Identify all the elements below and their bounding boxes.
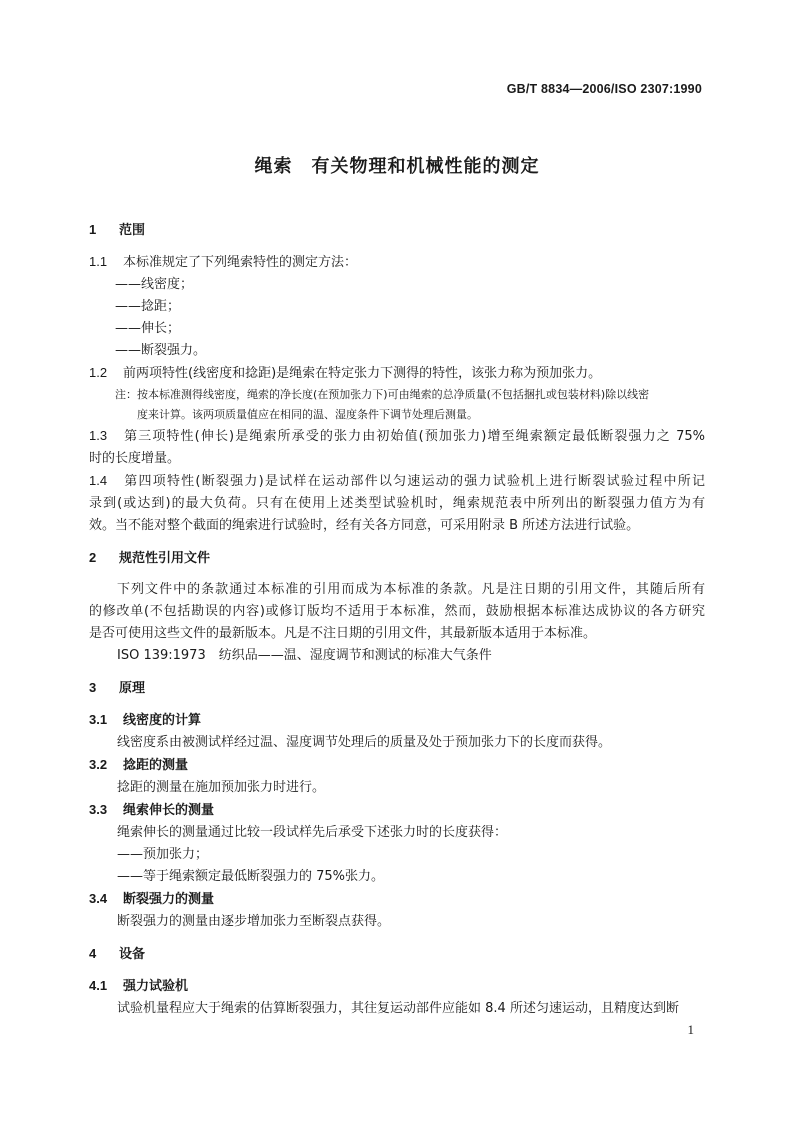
paragraph-line: 试验机量程应大于绳索的估算断裂强力，其往复运动部件应能如 8.4 所述匀速运动，且精度达到断 xyxy=(117,1001,679,1016)
paragraph-line: 线密度系由被测试样经过温、湿度调节处理后的质量及处于预加张力下的长度而获得。 xyxy=(117,735,612,750)
paragraph-line: 的修改单(不包括勘误的内容)或修订版均不适用于本标准，然而，鼓励根据本标准达成协议的各方研究 xyxy=(89,604,705,619)
list-item: ——预加张力； xyxy=(117,847,209,862)
section-heading-2: 2 规范性引用文件 xyxy=(89,550,211,566)
clause-1-4-cont: 录到(或达到)的最大负荷。只有在使用上述类型试验机时，绳索规范表中所列出的断裂强力值方为有 xyxy=(89,496,705,511)
note-line: 度来计算。该两项质量值应在相同的温、湿度条件下调节处理后测量。 xyxy=(137,408,478,421)
list-item: ——断裂强力。 xyxy=(115,343,207,358)
subsection-heading-3-3: 3.3 绳索伸长的测量 xyxy=(89,802,215,818)
normative-reference: ISO 139:1973 纺织品——温、湿度调节和测试的标准大气条件 xyxy=(117,648,492,663)
clause-1-4: 1.4 第四项特性(断裂强力)是试样在运动部件以匀速运动的强力试验机上进行断裂试验过程中所记 xyxy=(89,473,705,489)
standard-code: GB/T 8834—2006/ISO 2307:1990 xyxy=(506,82,702,96)
paragraph-line: 断裂强力的测量由逐步增加张力至断裂点获得。 xyxy=(117,914,391,929)
clause-1-2: 1.2 前两项特性(线密度和捻距)是绳索在特定张力下测得的特性，该张力称为预加张力。 xyxy=(89,365,602,381)
document-title: 绳索 有关物理和机械性能的测定 xyxy=(254,156,540,177)
document-body xyxy=(89,219,705,1020)
section-heading-1: 1 范围 xyxy=(89,222,146,238)
list-item: ——等于绳索额定最低断裂强力的 75%张力。 xyxy=(117,869,385,884)
page-number: 1 xyxy=(687,1022,694,1037)
paragraph-line: 下列文件中的条款通过本标准的引用而成为本标准的条款。凡是注日期的引用文件，其随后所有 xyxy=(117,582,705,597)
section-heading-4: 4 设备 xyxy=(89,946,146,962)
paragraph-line: 绳索伸长的测量通过比较一段试样先后承受下述张力时的长度获得： xyxy=(117,825,508,840)
subsection-heading-3-1: 3.1 线密度的计算 xyxy=(89,712,202,728)
section-heading-3: 3 原理 xyxy=(89,680,146,696)
clause-1-1: 1.1 本标准规定了下列绳索特性的测定方法： xyxy=(89,254,358,270)
clause-1-4-cont: 效。当不能对整个截面的绳索进行试验时，经有关各方同意，可采用附录 B 所述方法进行试验。 xyxy=(89,518,640,533)
list-item: ——捻距； xyxy=(115,299,181,314)
clause-1-3-cont: 时的长度增量。 xyxy=(89,451,181,466)
paragraph-line: 是否可使用这些文件的最新版本。凡是不注日期的引用文件，其最新版本适用于本标准。 xyxy=(89,626,597,641)
subsection-heading-3-4: 3.4 断裂强力的测量 xyxy=(89,891,215,907)
list-item: ——线密度； xyxy=(115,277,194,292)
subsection-heading-4-1: 4.1 强力试验机 xyxy=(89,978,189,994)
note-line: 注：按本标准测得线密度，绳索的净长度(在预加张力下)可由绳索的总净质量(不包括捆扎或包装材料)除以线密 xyxy=(115,388,650,401)
list-item: ——伸长； xyxy=(115,321,181,336)
clause-1-3: 1.3 第三项特性(伸长)是绳索所承受的张力由初始值(预加张力)增至绳索额定最低断裂强力之 75% xyxy=(89,428,705,444)
subsection-heading-3-2: 3.2 捻距的测量 xyxy=(89,757,189,773)
paragraph-line: 捻距的测量在施加预加张力时进行。 xyxy=(117,780,326,795)
